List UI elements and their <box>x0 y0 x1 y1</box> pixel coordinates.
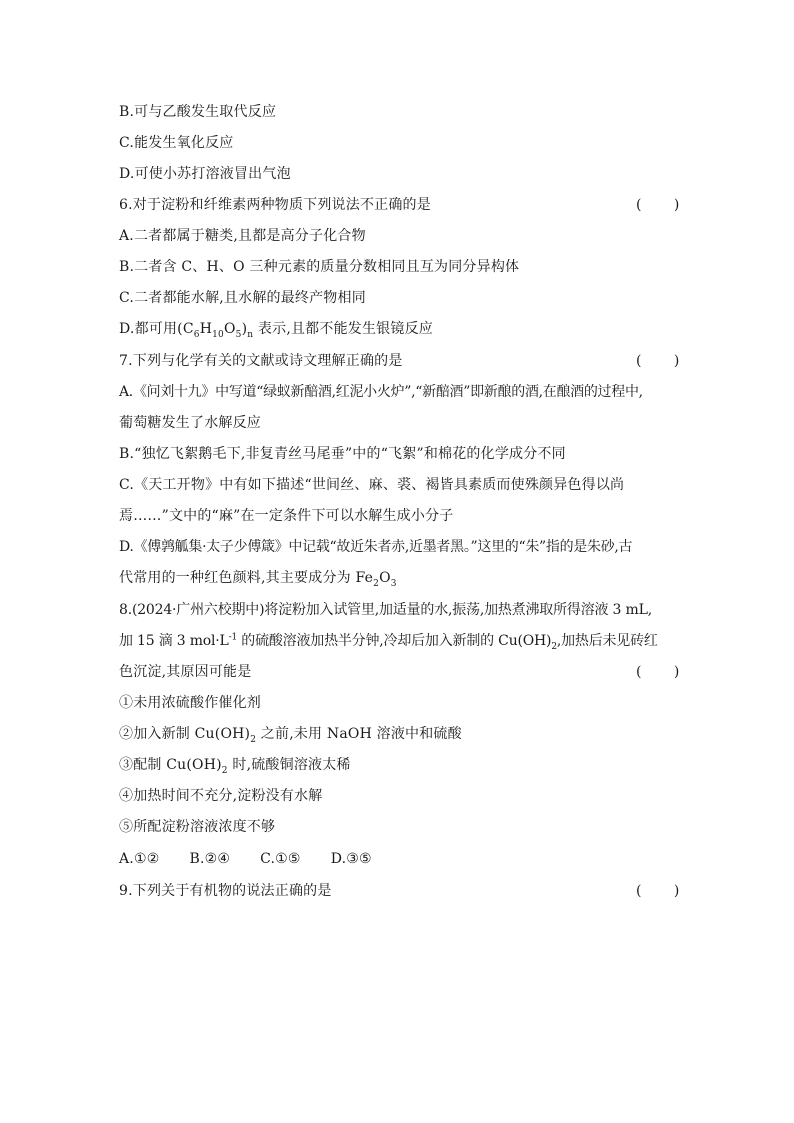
q7-option-d-line2: 代常用的一种红色颜料,其主要成分为 $Fe_2O_3$ <box>119 570 397 589</box>
q6-option-d: D.都可用$(C_6H_{10}O_5)_n$ 表示,且都不能发生银镜反应 <box>119 321 433 340</box>
q8-item-1: ①未用浓硫酸作催化剂 <box>119 695 261 711</box>
q8-stem-line3: 色沉淀,其原因可能是 <box>119 664 252 680</box>
q6-stem: 6.对于淀粉和纤维素两种物质下列说法不正确的是 <box>119 197 431 213</box>
q7-option-a-line1: A.《问刘十九》中写道“绿蚁新醅酒,红泥小火炉”,“新醅酒”即新酿的酒,在酿酒的过程中, <box>119 384 643 400</box>
q8-item-4: ④加热时间不充分,淀粉没有水解 <box>119 788 323 804</box>
q8-options <box>119 850 402 868</box>
q9-answer-blank: ( ) <box>636 883 694 899</box>
q8-item-5: ⑤所配淀粉溶液浓度不够 <box>119 819 276 835</box>
q8-option-d: D.③⑤ <box>330 851 372 867</box>
q8-item-3: ③配制 $Cu(OH)_2$ 时,硫酸铜溶液太稀 <box>119 757 351 776</box>
q6-option-a: A.二者都属于糖类,且都是高分子化合物 <box>119 228 366 244</box>
q7-option-c-line2: 焉……”文中的“麻”在一定条件下可以水解生成小分子 <box>119 508 454 524</box>
q7-answer-blank: ( ) <box>636 353 694 369</box>
q7-option-c-line1: C.《天工开物》中有如下描述“世间丝、麻、裘、褐皆具素质而使殊颜异色得以尚 <box>119 477 625 493</box>
q7-stem: 7.下列与化学有关的文献或诗文理解正确的是 <box>119 353 403 369</box>
q7-option-b: B.“独忆飞絮鹅毛下,非复青丝马尾垂”中的“飞絮”和棉花的化学成分不同 <box>119 446 566 462</box>
q6-option-b: B.二者含 C、H、O 三种元素的质量分数相同且互为同分异构体 <box>119 259 520 275</box>
q7-option-d-line1: D.《傅鹑觚集·太子少傅箴》中记载“故近朱者赤,近墨者黑。”这里的“朱”指的是朱砂,古 <box>119 539 633 555</box>
q6-option-c: C.二者都能水解,且水解的最终产物相同 <box>119 290 366 306</box>
q5-option-c: C.能发生氧化反应 <box>119 135 234 151</box>
q8-option-c: C.①⑤ <box>260 851 301 867</box>
q5-option-b: B.可与乙酸发生取代反应 <box>119 104 277 120</box>
q8-stem-line2: 加 15 滴 3 $mol\cdot L^{-1}$ 的硫酸溶液加热半分钟,冷却后加入新制的 $Cu(OH)_2$,加热后未见砖红 <box>119 632 658 652</box>
q9-stem: 9.下列关于有机物的说法正确的是 <box>119 883 332 899</box>
q8-option-a: A.①② <box>119 851 160 867</box>
q6-answer-blank: ( ) <box>636 197 694 213</box>
q7-option-a-line2: 葡萄糖发生了水解反应 <box>119 415 261 431</box>
q8-item-2: ②加入新制 $Cu(OH)_2$ 之前,未用 NaOH 溶液中和硫酸 <box>119 726 462 745</box>
q8-stem-line1: 8.(2024·广州六校期中)将淀粉加入试管里,加适量的水,振荡,加热煮沸取所得溶液 3 mL, <box>119 602 652 618</box>
q5-option-d: D.可使小苏打溶液冒出气泡 <box>119 166 291 182</box>
q8-answer-blank: ( ) <box>636 664 694 680</box>
q8-option-b: B.②④ <box>189 851 231 867</box>
